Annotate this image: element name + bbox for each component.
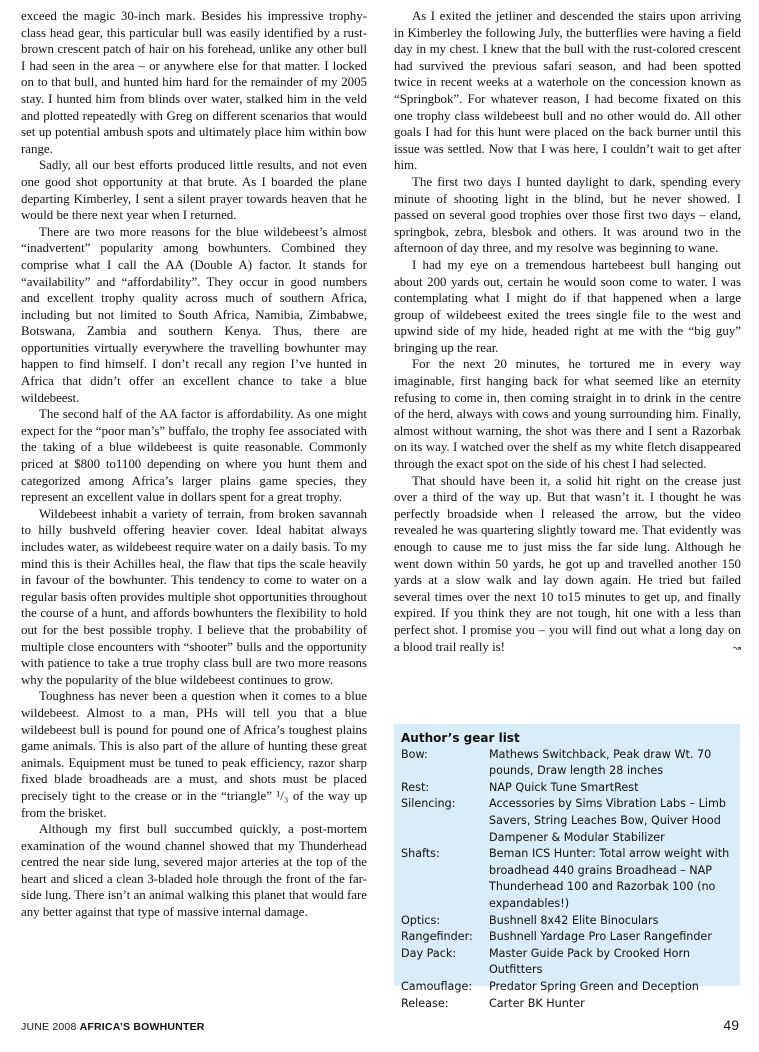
gear-label: Release: (401, 996, 449, 1010)
gear-value: NAP Quick Tune SmartRest (489, 780, 639, 794)
gear-list-box (394, 724, 740, 1010)
gear-row-day-pack (401, 946, 734, 979)
gear-value: Mathews Switchback, Peak draw Wt. 70 pounds, Draw length 28 inches (489, 747, 712, 778)
page-number: 49 (723, 1017, 739, 1033)
gear-label: Camouflage: (401, 979, 473, 993)
gear-label: Silencing: (401, 797, 456, 811)
paragraph: Toughness has never been a question when it comes to a blue wildebeest. Almost to a man, PHs will tell you that a blue wildebeest bull is pound for pound one of Africa’s toughest plains game animals. This is also part of the allure of hunting these great animals. Equipment must be tuned to peak efficiency, razor sharp fixed blade broadheads are a must, and shots must be placed precisely tight to the crease or in the “triangle” ¹/₃ of the way up from the brisket. (21, 689, 367, 820)
paragraph: As I exited the jetliner and descended the stairs upon arriving in Kimberley the following July, the butterflies were having a field day in my chest. I knew that the bull with the rust-colored crescent had survived the previous safari season, and had been spotted twice in recent weeks at a waterhole on the concession known as “Springbok”. For whatever reason, I had become fixated on this one trophy class wildebeest bull and no other would do. All other goals I had for this hunt were placed on the back burner until this issue was settled. Now that I was here, I couldn’t wait to get after him. (394, 9, 741, 173)
gear-row-rest (401, 780, 734, 797)
paragraph: For the next 20 minutes, he tortured me in every way imaginable, first hanging back for what seemed like an eternity refusing to come in, then coming straight in to drink in the centre of the herd, always with cows and young surrounding him. Finally, almost without warning, the shot was there and I sent a Razorbak on its way. I watched over the shelf as my white fletch disappeared through the exact spot on the side of his chest I had selected. (394, 357, 741, 472)
gear-value: Beman ICS Hunter: Total arrow weight with broadhead 440 grains Broadhead – NAP Thunderhead 100 and Razorbak 100 (no expandables!) (489, 847, 730, 910)
left-text-column (21, 8, 367, 921)
end-of-article-mark: ↝ (732, 642, 741, 654)
gear-row-camouflage (401, 979, 734, 996)
gear-value: Carter BK Hunter (489, 996, 585, 1010)
gear-label: Optics: (401, 913, 441, 927)
issue-date: JUNE 2008 (21, 1021, 77, 1033)
page-footer (21, 1021, 205, 1033)
gear-label: Rangefinder: (401, 930, 473, 944)
gear-row-rangefinder (401, 929, 734, 946)
gear-row-shafts (401, 846, 734, 912)
gear-value: Bushnell 8x42 Elite Binoculars (489, 913, 659, 927)
gear-list-title: Author’s gear list (401, 731, 520, 745)
gear-row-bow (401, 747, 734, 780)
gear-value: Accessories by Sims Vibration Labs – Limb Savers, String Leaches Bow, Quiver Hood Dampener & Modular Stabilizer (489, 797, 727, 844)
last-paragraph-text: That should have been it, a solid hit right on the crease just over a third of the way up. But that wasn’t it. I thought he was perfectly broadside when I released the arrow, but the video revealed he was quartering slightly toward me. That evidently was enough to cause me to just miss the far side lung. Although he went down within 50 yards, he got up and travelled another 150 yards at a slow walk and lay down again. He tried but failed several times over the next 10 to15 minutes to get up, and finally expired. If you think they are not tough, hit one with a less than perfect shot. I promise you – you will find out what a long day on a blood trail really is! (394, 473, 741, 654)
gear-value: Master Guide Pack by Crooked Horn Outfitters (489, 946, 690, 977)
magazine-title: AFRICA’S BOWHUNTER (79, 1021, 205, 1033)
paragraph: exceed the magic 30-inch mark. Besides his impressive trophy-class head gear, this particular bull was easily identified by a rust-brown crescent patch of hair on his forehead, unlike any other bull I had seen in the area – or anywhere else for that matter. I locked on to that bull, and hunted him hard for the remainder of my 2005 stay. I hunted him from blinds over water, stalked him in the veld and plotted repeatedly with Greg on different scenarios that would set up potential ambush spots and ultimately place him within bow range. (21, 9, 367, 156)
gear-value: Predator Spring Green and Deception (489, 979, 699, 993)
paragraph: Although my first bull succumbed quickly, a post-mortem examination of the wound channel showed that my Thunderhead centred the near side lung, severed major arteries at the top of the heart and sliced a clean 3-bladed hole through the front of the far-side lung. There isn’t an animal walking this planet that would fare any better against that type of massive internal damage. (21, 822, 367, 920)
paragraph: I had my eye on a tremendous hartebeest bull hanging out about 200 yards out, certain he would soon come to water. I was contemplating what I might do if that happened when a large group of wildebeest exited the trees single file to the west and upwind side of my hide, headed right at me with the “big guy” bringing up the rear. (394, 257, 741, 355)
right-text-column (394, 8, 741, 657)
gear-row-release (401, 996, 734, 1013)
gear-value: Bushnell Yardage Pro Laser Rangefinder (489, 930, 712, 944)
paragraph: There are two more reasons for the blue wildebeest’s almost “inadvertent” popularity among bowhunters. Combined they comprise what I call the AA (Double A) factor. It stands for “availability” and “affordability”. They occur in good numbers and excellent trophy quality across much of southern Africa, including but not limited to South Africa, Namibia, Zimbabwe, Botswana, Zambia and southern Kenya. Thus, there are opportunities virtually everywhere the travelling bowhunter may happen to find himself. I don’t recall any region I’ve hunted in Africa that didn’t offer an excellent chance to take a blue wildebeest. (21, 224, 367, 405)
gear-row-silencing (401, 796, 734, 846)
paragraph (394, 473, 741, 656)
paragraph: Wildebeest inhabit a variety of terrain, from broken savannah to hilly bushveld offering heavier cover. Ideal habitat always includes water, as wildebeest require water on a daily basis. To my mind this is their Achilles heal, the flaw that tips the scale heavily in favour of the bowhunter. This tendency to come to water on a regular basis often provides multiple shot opportunities throughout the course of a hunt, and affords bowhunters the flexibility to hold out for the best possible trophy. I believe that the probability of multiple close encounters with “shooter” bulls and the opportunity with patience to take a true trophy class bull are two more reasons why the popularity of the blue wildebeest continues to grow. (21, 506, 367, 687)
gear-label: Shafts: (401, 847, 440, 861)
paragraph: Sadly, all our best efforts produced little results, and not even one good shot opportunity at that brute. As I boarded the plane departing Kimberley, I sent a silent prayer towards heaven that he would be there next year when I returned. (21, 158, 367, 223)
gear-row-optics (401, 913, 734, 930)
gear-label: Day Pack: (401, 946, 457, 960)
paragraph: The first two days I hunted daylight to dark, spending every minute of shooting light in the blind, but he never showed. I passed on several good trophies over those first two days – eland, springbok, zebra, blesbok and others. It was around two in the afternoon of day three, and my resolve was beginning to wane. (394, 174, 741, 256)
paragraph: The second half of the AA factor is affordability. As one might expect for the “poor man’s” buffalo, the trophy fee associated with the taking of a blue wildebeest is quite reasonable. Commonly priced at $800 to1100 depending on where you hunt them and categorized among Africa’s larger plains game species, they represent an excellent value in dollars spent for a great trophy. (21, 407, 367, 505)
gear-label: Bow: (401, 747, 428, 761)
gear-label: Rest: (401, 780, 430, 794)
